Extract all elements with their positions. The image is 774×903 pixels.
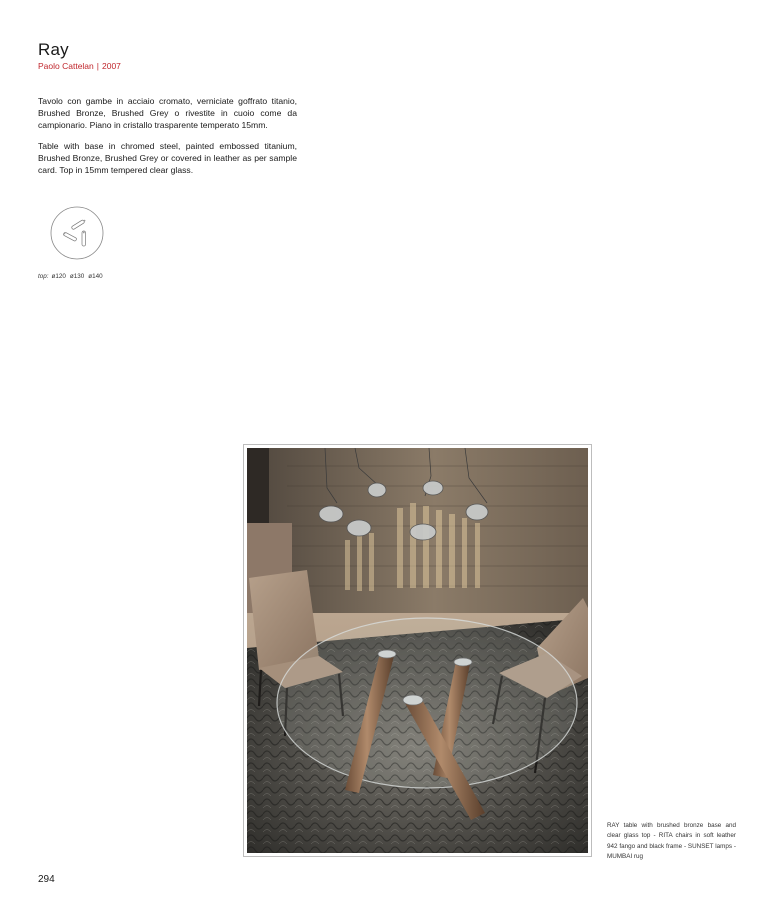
product-photo bbox=[247, 448, 588, 853]
size-item: ø120 bbox=[51, 273, 66, 280]
design-year: 2007 bbox=[101, 61, 121, 71]
size-item: ø130 bbox=[69, 273, 85, 280]
sizes-label: top: bbox=[38, 273, 49, 280]
top-sizes bbox=[38, 273, 107, 280]
page-number: 294 bbox=[38, 874, 55, 885]
subtitle-separator: | bbox=[96, 61, 99, 71]
size-item: ø140 bbox=[88, 273, 103, 280]
description-italian: Tavolo con gambe in acciaio cromato, verniciate goffrato titanio, Brushed Bronze, Brushed Grey o rivestite in cuoio come da campionario. Piano in cristallo trasparente temperato 15mm. bbox=[38, 96, 297, 130]
product-subtitle bbox=[38, 61, 121, 71]
product-photo-frame bbox=[243, 444, 592, 857]
photo-caption: RAY table with brushed bronze base and clear glass top - RITA chairs in soft leather 942 fango and black frame - SUNSET lamps - MUMBAI rug bbox=[607, 822, 736, 861]
designer-name: Paolo Cattelan bbox=[38, 61, 94, 71]
product-title: Ray bbox=[38, 40, 69, 59]
description-english: Table with base in chromed steel, painted embossed titanium, Brushed Bronze, Brushed Grey or covered in leather as per sample card. Top in 15mm tempered clear glass. bbox=[38, 141, 297, 175]
table-plan-icon bbox=[50, 206, 104, 260]
